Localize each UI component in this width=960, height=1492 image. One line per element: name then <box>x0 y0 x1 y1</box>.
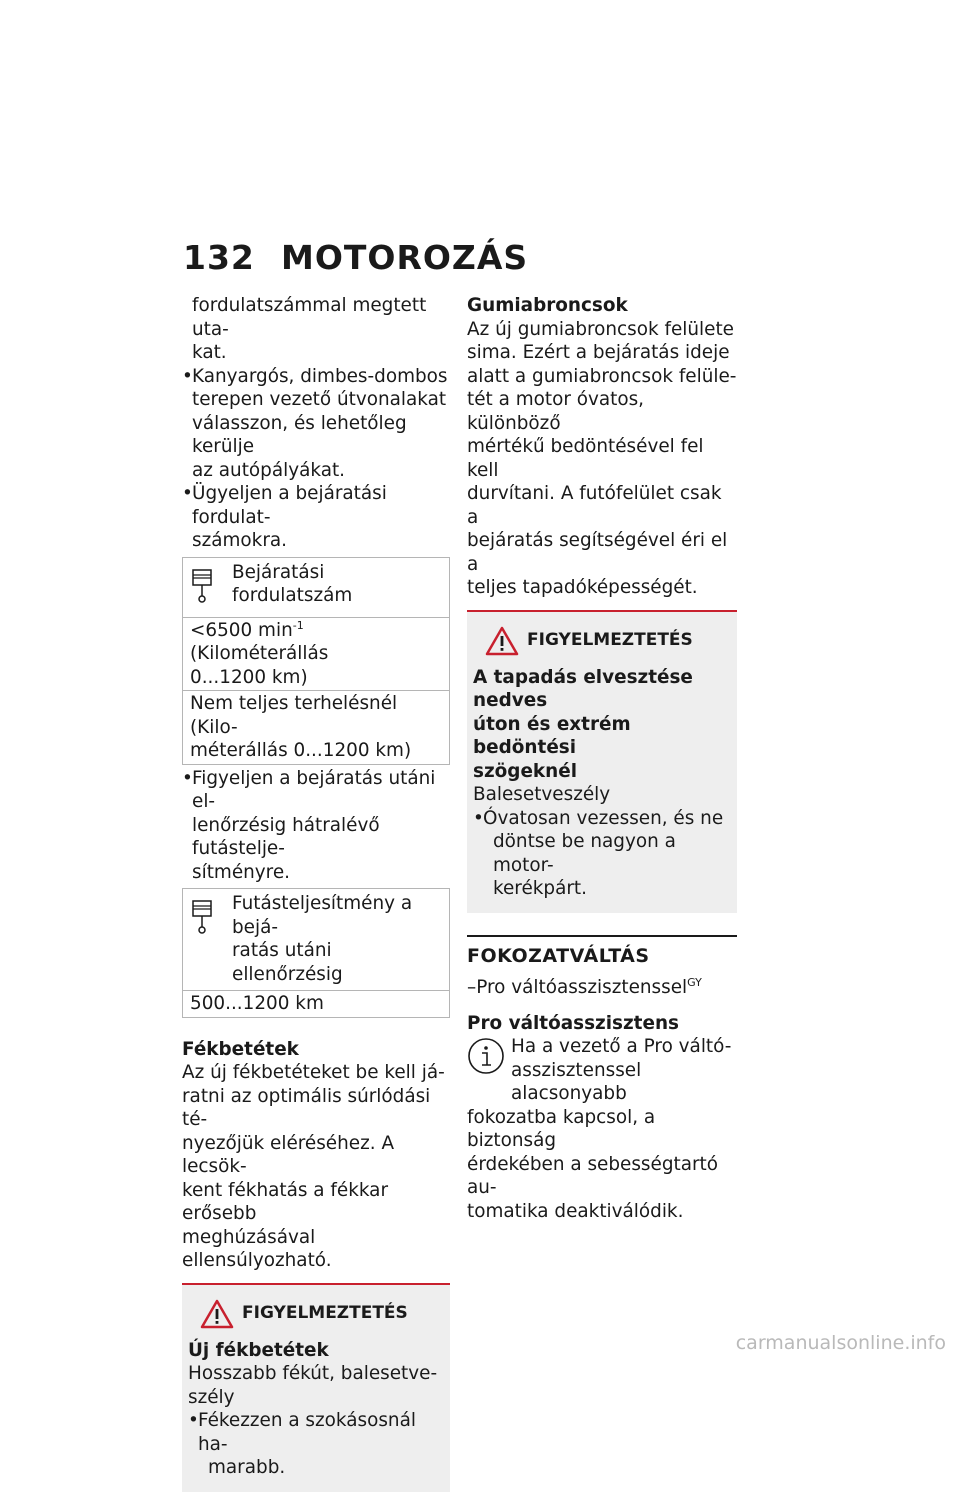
spec-table-rpm <box>182 557 450 765</box>
engine-piston-icon <box>190 892 232 986</box>
left-column <box>182 294 450 1492</box>
list-item-rpm: • Ügyeljen a bejáratási fordulat- számokra. <box>182 483 387 551</box>
warning-list-item: • Fékezzen a szokásosnál ha- marabb. <box>188 1410 416 1478</box>
pro-assist-heading: Pro váltóasszisztens <box>467 1012 679 1034</box>
warning-triangle-icon <box>485 626 519 656</box>
engine-piston-icon <box>190 561 232 613</box>
footer-watermark: carmanualsonline.info <box>735 1332 946 1354</box>
warning-title: FIGYELMEZTETÉS <box>188 1299 444 1329</box>
spec-table-row: <6500 $\min^{-1}$ (Kilométerállás 0...1200 km) <box>183 617 449 691</box>
spec-table-title: Futásteljesítmény a bejá- ratás utáni ellenőrzésig <box>232 893 413 985</box>
bullet-icon: • <box>182 365 193 387</box>
brake-pads-heading: Fékbetétek <box>182 1038 299 1060</box>
right-column <box>467 294 737 1223</box>
spec-table-mileage <box>182 888 450 1018</box>
info-note: Ha a vezető a Pro váltó- asszisztenssel alacsonyabb fokozatba kapcsol, a biztonság érdekében a sebességtartó au- tomatika deaktiválódik. <box>467 1036 732 1222</box>
warning-subtitle: Új fékbetétek <box>188 1339 329 1361</box>
info-icon <box>467 1037 505 1075</box>
bullet-icon: • <box>182 767 193 789</box>
page-header <box>183 238 528 277</box>
bullet-icon: • <box>188 1410 199 1431</box>
warning-box-tyres: FIGYELMEZTETÉS A tapadás elvesztése nedves úton és extrém bedöntési szögeknél Balesetveszély • Óvatosan vezessen, és ne döntse be nagyon a motor- kerékpárt. <box>467 610 737 913</box>
warning-list-item: • Óvatosan vezessen, és ne döntse be nagyon a motor- kerékpárt. <box>473 807 724 899</box>
spec-table-row: 500...1200 km <box>183 990 449 1017</box>
spec-table-row: Nem teljes terhelésnél (Kilo- méterállás 0...1200 km) <box>183 690 449 764</box>
spec-table-title: Bejáratási fordulatszám <box>232 561 353 606</box>
tyres-heading: Gumiabroncsok <box>467 295 628 316</box>
warning-title: FIGYELMEZTETÉS <box>473 626 731 656</box>
page-number: 132 <box>183 238 255 277</box>
brake-pads-text: Az új fékbetéteket be kell já- ratni az optimális súrlódási té- nyezőjük eléréséhez. A lecsök- kent fékhatás a fékkar erősebb meghúzásával ellensúlyozható. <box>182 1062 445 1271</box>
section-heading-gearshift: FOKOZATVÁLTÁS <box>467 935 737 969</box>
warning-triangle-icon <box>200 1299 234 1329</box>
spec-table-header <box>183 889 449 990</box>
chapter-title: MOTOROZÁS <box>281 238 529 277</box>
list-item-mileage: • Figyeljen a bejáratás utáni el- lenőrzésig hátralévő futástelje- sítményre. <box>182 767 436 883</box>
spec-table-header <box>183 558 449 617</box>
warning-subtitle: A tapadás elvesztése nedves úton és extrém bedöntési szögeknél <box>473 666 693 782</box>
pro-assist-line: –Pro váltóasszisztenssel$^{GY}$ <box>467 975 702 998</box>
tyres-text: Az új gumiabroncsok felülete sima. Ezért a bejáratás ideje alatt a gumiabroncsok felüle- tét a motor óvatos, különböző mértékű bedöntésével fel kell durvítani. A futófelület csak a bejáratás segítségével éri el a teljes tapadóképességét. <box>467 318 737 598</box>
warning-box-brakes: FIGYELMEZTETÉS Új fékbetétek Hosszabb fékút, balesetve- szély • Fékezzen a szokásosnál ha- marabb. <box>182 1283 450 1492</box>
list-item-route: • Kanyargós, dimbes-dombos terepen vezető útvonalakat válasszon, és lehetőleg kerülje az autópályákat. <box>182 365 448 481</box>
bullet-icon: • <box>473 807 484 829</box>
bullet-icon: • <box>182 483 193 504</box>
intro-text: fordulatszámmal megtett uta- kat. <box>192 295 427 363</box>
